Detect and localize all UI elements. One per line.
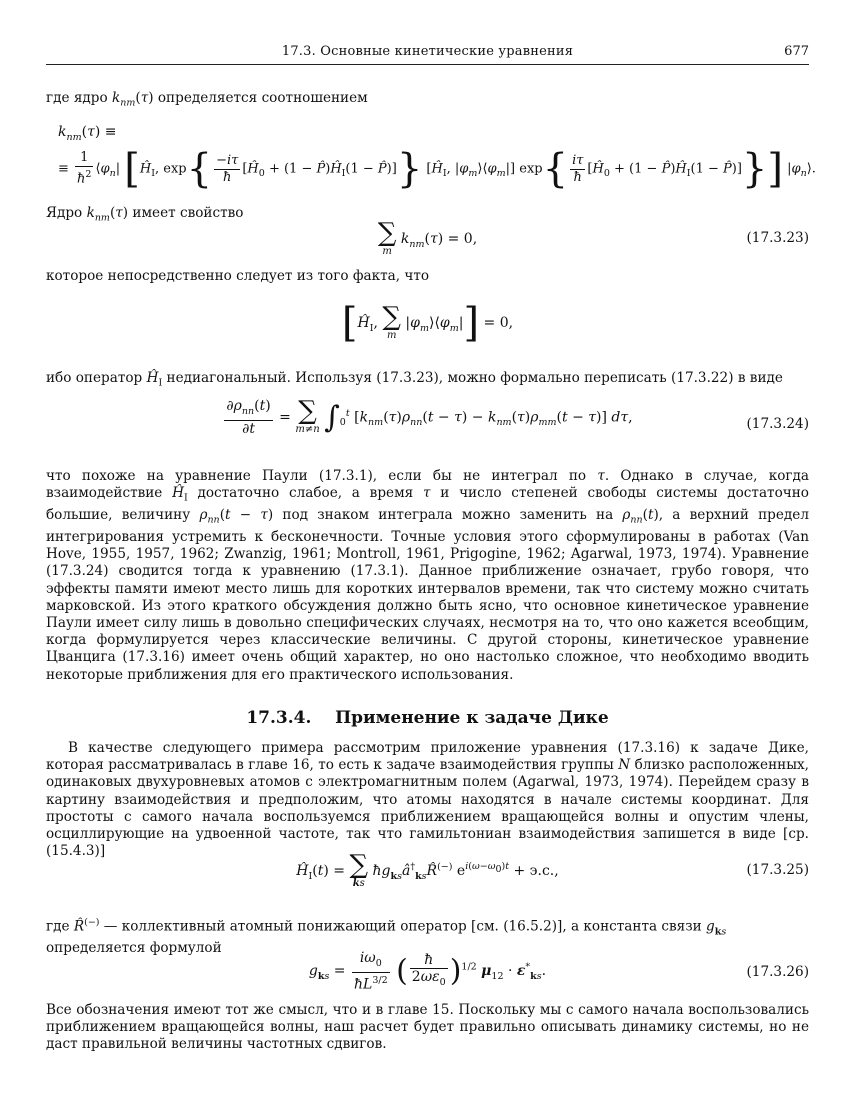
section-heading: 17.3.4. Применение к задаче Дике [246,708,609,728]
equation-kernel [46,124,816,194]
equation-17-3-23-body: ∑ m $k_{nm}(\tau) = 0$, [377,218,478,257]
equation-17-3-25 [46,852,809,896]
equation-17-3-26-body: $g_{ks}$ = $\frac{i\omega_0}{ħL^{3/2}}$ ( $\frac{ħ}{2\omega\varepsilon_0}$ )$^{1/2}$ $\mu_{12} \cdot \varepsilon^*_{ks}$. [308,950,547,993]
equation-17-3-25-body: $Ĥ_I(t)$ = ∑ ks $ħg_{ks}â^\dagger_{ks}R̂^{(-)}$ $e^{i(\omega-\omega_0)t} + э.с$., [296,850,559,889]
equation-17-3-24-body: $\frac{\partial\rho_{nn}(t)}{\partial t}$ = ∑ m≠n $\int_0^t$ $[k_{nm}(\tau)\rho_{nn}(t - \tau) - k_{nm}(\tau)\rho_{mm}(t - \tau)]$ dτ, [226,396,633,437]
header-section-title: 17.3. Основные кинетические уравнения [281,44,574,59]
equation-17-3-23 [46,220,809,266]
equation-kernel-line1: $k_{nm}(\tau)$ ≡ [58,124,117,143]
paragraph-coupling-constant: где R̂(−) — коллективный атомный понижающий оператор [см. (16.5.2)], а константа связи $g_{ks}$ определяется формулой [46,917,727,957]
equation-kernel-line2: ≡ $\frac{1}{ħ^2}$ $⟨\varphi_n|$ [$Ĥ_I$, exp{ $\frac{-i\tau}{ħ}$ [$Ĥ_0 + (1$ − $P̂)Ĥ_I(1$ − P̂)]} [$Ĥ_I$, $|\varphi_m⟩⟨\varphi_m|$] exp{ $\frac{i\tau}{ħ}$ [$Ĥ_0 + (1$ − $P̂)Ĥ_I(1$ − P̂)]}] $|\varphi_n⟩$. [58,146,816,192]
equation-number-17-3-23: (17.3.23) [746,230,809,246]
paragraph-notation: Все обозначения имеют тот же смысл, что и в главе 15. Поскольку мы с самого начала воспользовались приближением вращающейся волны, наш расчет будет правильно описывать динамику системы, но не даст правильной величины частотных сдвигов. [46,1002,809,1053]
equation-commutator-body: [$Ĥ_I$, ∑ m $|\varphi_m⟩⟨\varphi_m|] = 0$, [341,300,514,346]
paragraph-kernel-property: Ядро $k_{nm}(\tau)$ имеет свойство [46,205,244,224]
running-header [46,42,809,65]
paragraph-intro [46,90,809,112]
paragraph-nondiagonal: ибо оператор $Ĥ_I$ недиагональный. Используя (17.3.23), можно формально переписать (17.3.22) в виде [46,370,783,389]
paragraph-intro-text: где ядро $k_{nm}(\tau)$ определяется соотношением [46,90,368,109]
paragraph-pauli-discussion: что похоже на уравнение Паули (17.3.1), если бы не интеграл по τ. Однако в случае, когда взаимодействие $Ĥ_I$ достаточно слабое, а время τ и число степеней свободы системы достаточно большие, величину $\rho_{nn}(t - \tau)$ под знаком интеграла можно заменить на $\rho_{nn}(t)$, а верхний предел интегрирования устремить к бесконечности. Точные условия этого сформулированы в работах (Van Hove, 1955, 1957, 1962; Zwanzig, 1961; Montroll, 1961, Prigogine, 1962; Agarwal, 1973, 1974). Уравнение (17.3.24) сводится тогда к уравнению (17.3.1). Данное приближение означает, грубо говоря, что эффекты памяти имеют место лишь для коротких интервалов времени, так что систему можно считать марковской. Из этого краткого обсуждения должно быть ясно, что основное кинетическое уравнение Паули имеет силу лишь в довольно специфических случаях, несмотря на то, что оно кажется всеобщим, когда формулируется через классические величины. С другой стороны, кинетическое уравнение Цванцига (17.3.16) имеет очень общий характер, но оно настолько сложное, что необходимо вводить некоторые приближения для его практического использования. [46,468,809,683]
equation-17-3-24 [46,398,809,454]
equation-17-3-26 [46,950,809,996]
equation-number-17-3-26: (17.3.26) [746,964,809,980]
page-number: 677 [784,44,809,59]
equation-number-17-3-24: (17.3.24) [746,416,809,432]
equation-number-17-3-25: (17.3.25) [746,862,809,878]
paragraph-dicke-intro: В качестве следующего примера рассмотрим приложение уравнения (17.3.16) к задаче Дике, которая рассматривалась в главе 16, то есть к задаче взаимодействия группы N близко расположенных, одинаковых двухуровневых атомов с электромагнитным полем (Agarwal, 1973, 1974). Перейдем сразу в картину взаимодействия и предположим, что атомы находятся в начале системы координат. Для простоты с самого начала воспользуемся приближением вращающейся волны и опустим члены, осциллирующие на удвоенной частоте, так что гамильтониан взаимодействия запишется в виде [ср.(15.4.3)] [46,740,809,860]
equation-commutator [46,300,809,356]
paragraph-follows: которое непосредственно следует из того факта, что [46,268,430,284]
